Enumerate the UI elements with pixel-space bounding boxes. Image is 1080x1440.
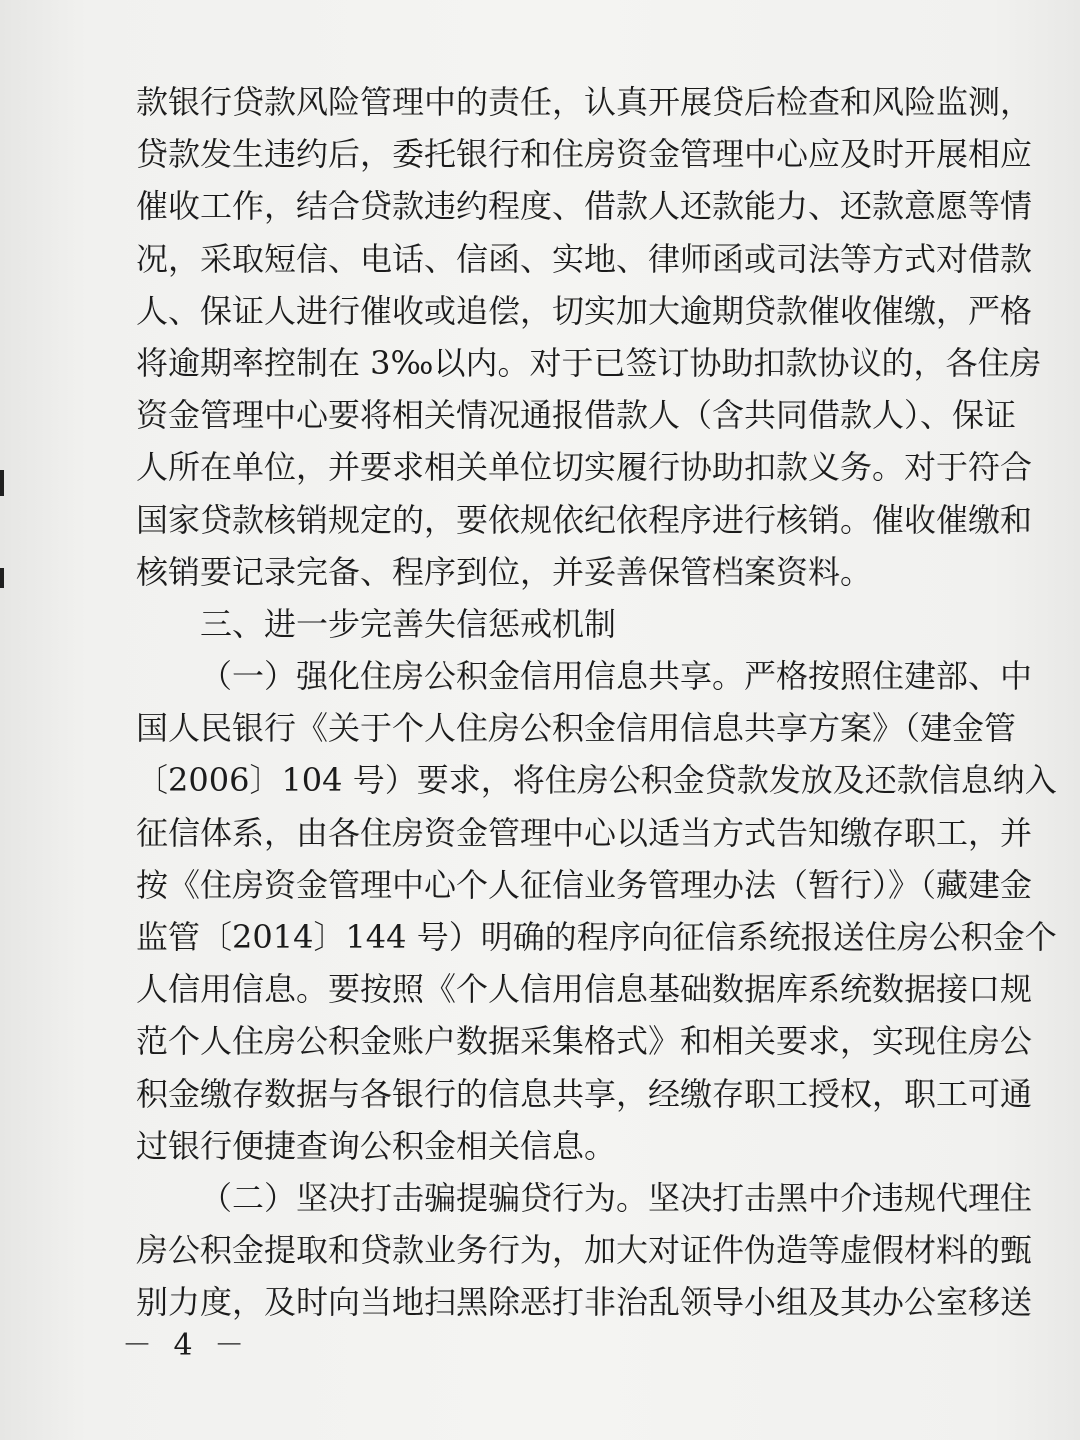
subsection-1-line: 范个人住房公积金账户数据采集格式》和相关要求，实现住房公 <box>136 1022 1033 1061</box>
paragraph-line: 国家贷款核销规定的，要依规依纪依程序进行核销。催收催缴和 <box>136 500 1033 539</box>
paragraph-line: 资金管理中心要将相关情况通报借款人（含共同借款人）、保证 <box>136 396 1017 435</box>
document-body <box>136 76 1057 1329</box>
subsection-1-line: 按《住房资金管理中心个人征信业务管理办法（暂行）》（藏建金 <box>136 865 1033 904</box>
subsection-1-line: 国人民银行《关于个人住房公积金信用信息共享方案》（建金管 <box>136 709 1017 748</box>
subsection-1-line: 过银行便捷查询公积金相关信息。 <box>136 1126 617 1165</box>
scan-edge-mark <box>0 470 4 496</box>
subsection-1-line: （一）强化住房公积金信用信息共享。严格按照住建部、中 <box>200 657 1033 696</box>
section-heading: 三、进一步完善失信惩戒机制 <box>200 604 617 643</box>
page-number: － 4 － <box>122 1328 251 1363</box>
subsection-1-line: 积金缴存数据与各银行的信息共享，经缴存职工授权，职工可通 <box>136 1074 1033 1113</box>
subsection-2-line: 别力度，及时向当地扫黑除恶打非治乱领导小组及其办公室移送 <box>136 1283 1033 1322</box>
paragraph-line: 况，采取短信、电话、信函、实地、律师函或司法等方式对借款 <box>136 239 1033 278</box>
paragraph-line: 款银行贷款风险管理中的责任，认真开展贷后检查和风险监测， <box>136 83 1033 121</box>
paragraph-line: 人所在单位，并要求相关单位切实履行协助扣款义务。对于符合 <box>136 448 1033 487</box>
subsection-1-line: 人信用信息。要按照《个人信用信息基础数据库系统数据接口规 <box>136 970 1033 1009</box>
paragraph-line: 将逾期率控制在 3‰以内。对于已签订协助扣款协议的，各住房 <box>136 343 1042 382</box>
paragraph-line: 核销要记录完备、程序到位，并妥善保管档案资料。 <box>136 552 873 591</box>
paragraph-line: 人、保证人进行催收或追偿，切实加大逾期贷款催收催缴，严格 <box>136 291 1033 330</box>
subsection-1-line: 征信体系，由各住房资金管理中心以适当方式告知缴存职工，并 <box>136 813 1033 852</box>
paragraph-line: 催收工作，结合贷款违约程度、借款人还款能力、还款意愿等情 <box>136 187 1033 226</box>
subsection-2-line: （二）坚决打击骗提骗贷行为。坚决打击黑中介违规代理住 <box>200 1178 1033 1217</box>
scan-edge-mark <box>0 568 4 588</box>
paragraph-line: 贷款发生违约后，委托银行和住房资金管理中心应及时开展相应 <box>136 135 1033 174</box>
subsection-1-line: 〔2006〕104 号）要求，将住房公积金贷款发放及还款信息纳入 <box>136 761 1057 800</box>
subsection-1-line: 监管〔2014〕144 号）明确的程序向征信系统报送住房公积金个 <box>136 918 1057 956</box>
subsection-2-line: 房公积金提取和贷款业务行为，加大对证件伪造等虚假材料的甄 <box>136 1231 1033 1270</box>
